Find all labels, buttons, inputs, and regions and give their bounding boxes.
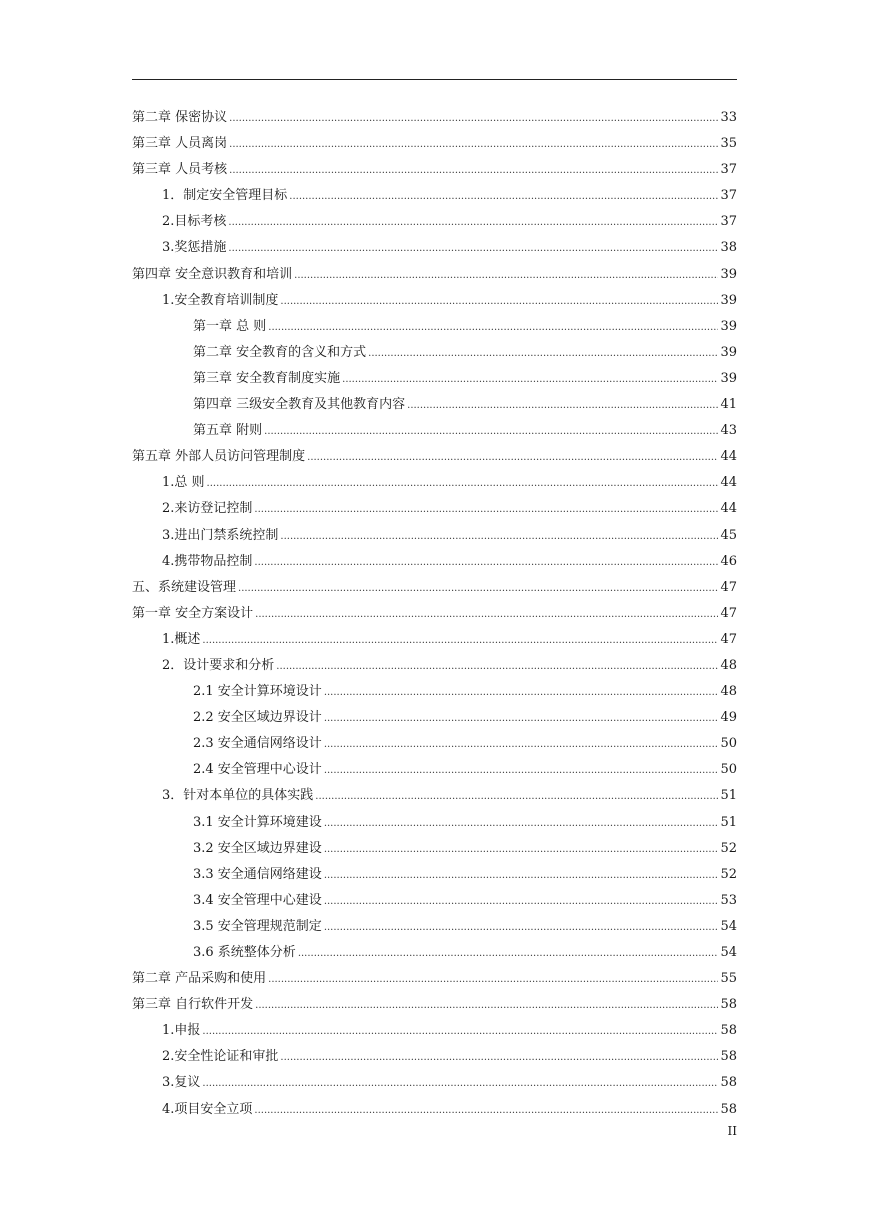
toc-entry-page: 35 — [720, 136, 737, 152]
toc-entry[interactable] — [132, 627, 737, 653]
dot-leader — [268, 967, 718, 993]
dot-leader — [289, 184, 718, 210]
toc-entry-title: 第二章 产品采购和使用 — [132, 971, 267, 987]
toc-entry-title: 1.概述 — [162, 631, 201, 647]
toc-entry-title: 2.安全性论证和审批 — [162, 1049, 279, 1065]
toc-entry-page: 44 — [720, 449, 737, 465]
toc-entry-page: 48 — [720, 684, 737, 700]
dot-leader — [315, 784, 718, 810]
dot-leader — [407, 393, 718, 419]
toc-entry-title: 4.携带物品控制 — [162, 553, 253, 569]
toc-entry[interactable] — [132, 705, 737, 731]
dot-leader — [207, 471, 719, 497]
toc-entry-page: 49 — [720, 710, 737, 726]
toc-entry-page: 58 — [720, 1049, 737, 1065]
toc-entry-page: 47 — [720, 605, 737, 621]
dot-leader — [324, 758, 719, 784]
toc-entry-page: 47 — [720, 631, 737, 647]
dot-leader — [324, 811, 719, 837]
toc-entry[interactable] — [132, 131, 737, 157]
dot-leader — [254, 497, 718, 523]
toc-entry[interactable] — [132, 523, 737, 549]
toc-entry[interactable] — [132, 496, 737, 522]
toc-entry-title: 第一章 安全方案设计 — [132, 605, 254, 621]
toc-entry[interactable] — [132, 183, 737, 209]
toc-entry-page: 39 — [720, 318, 737, 334]
toc-entry[interactable] — [132, 470, 737, 496]
toc-entry-title: 3.5 安全管理规范制定 — [193, 918, 322, 934]
dot-leader — [229, 132, 718, 158]
toc-entry[interactable] — [132, 392, 737, 418]
dot-leader — [342, 367, 718, 393]
toc-entry-page: 55 — [720, 971, 737, 987]
dot-leader — [229, 158, 718, 184]
toc-entry-title: 1．制定安全管理目标 — [162, 188, 288, 204]
dot-leader — [280, 289, 718, 315]
dot-leader — [298, 941, 719, 967]
toc-entry-title: 2.3 安全通信网络设计 — [193, 736, 322, 752]
toc-entry[interactable] — [132, 783, 737, 809]
toc-entry[interactable] — [132, 549, 737, 575]
toc-entry-page: 53 — [720, 892, 737, 908]
toc-entry-title: 3.奖惩措施 — [162, 240, 227, 256]
toc-entry-title: 第三章 自行软件开发 — [132, 997, 254, 1013]
toc-entry[interactable] — [132, 444, 737, 470]
toc-entry[interactable] — [132, 1097, 737, 1123]
toc-entry[interactable] — [132, 105, 737, 131]
toc-entry-title: 2.目标考核 — [162, 214, 227, 230]
toc-entry[interactable] — [132, 340, 737, 366]
toc-entry-page: 51 — [720, 814, 737, 830]
dot-leader — [228, 236, 718, 262]
toc-entry-title: 第五章 附则 — [193, 423, 263, 439]
toc-entry-page: 50 — [720, 762, 737, 778]
toc-entry[interactable] — [132, 966, 737, 992]
dot-leader — [202, 1071, 718, 1097]
toc-entry-page: 46 — [720, 553, 737, 569]
dot-leader — [268, 315, 718, 341]
toc-entry-page: 51 — [720, 788, 737, 804]
toc-entry[interactable] — [132, 862, 737, 888]
table-of-contents — [132, 105, 737, 1123]
toc-entry-title: 3.2 安全区域边界建设 — [193, 840, 322, 856]
toc-entry-title: 第五章 外部人员访问管理制度 — [132, 449, 306, 465]
toc-entry-title: 第四章 安全意识教育和培训 — [132, 266, 293, 282]
toc-entry-title: 1.安全教育培训制度 — [162, 292, 279, 308]
dot-leader — [280, 1045, 718, 1071]
toc-entry-title: 第二章 安全教育的含义和方式 — [193, 344, 367, 360]
toc-entry-title: 1.申报 — [162, 1023, 201, 1039]
toc-entry-title: 第三章 安全教育制度实施 — [193, 370, 341, 386]
toc-entry[interactable] — [132, 836, 737, 862]
toc-entry-page: 43 — [720, 423, 737, 439]
dot-leader — [294, 263, 718, 289]
dot-leader — [238, 576, 718, 602]
toc-entry-title: 3．针对本单位的具体实践 — [162, 788, 314, 804]
toc-entry[interactable] — [132, 914, 737, 940]
dot-leader — [307, 445, 718, 471]
dot-leader — [324, 732, 719, 758]
toc-entry-title: 第一章 总 则 — [193, 318, 267, 334]
toc-entry-page: 48 — [720, 657, 737, 673]
dot-leader — [255, 993, 718, 1019]
toc-entry-page: 37 — [720, 214, 737, 230]
dot-leader — [324, 889, 719, 915]
toc-entry-title: 4.项目安全立项 — [162, 1101, 253, 1117]
toc-entry-title: 2.4 安全管理中心设计 — [193, 762, 322, 778]
toc-entry-page: 54 — [720, 945, 737, 960]
toc-entry-page: 58 — [720, 1075, 737, 1091]
toc-entry-title: 2.2 安全区域边界设计 — [193, 710, 322, 726]
toc-entry[interactable] — [132, 314, 737, 340]
toc-entry-page: 52 — [720, 840, 737, 856]
toc-entry-page: 58 — [720, 997, 737, 1013]
toc-entry-page: 39 — [720, 266, 737, 282]
toc-entry[interactable] — [132, 575, 737, 601]
toc-entry-page: 54 — [720, 918, 737, 934]
page-number: II — [727, 1124, 737, 1138]
toc-entry-title: 3.进出门禁系统控制 — [162, 527, 279, 543]
toc-entry[interactable] — [132, 757, 737, 783]
toc-entry-page: 44 — [720, 475, 737, 491]
dot-leader — [276, 654, 718, 680]
toc-entry[interactable] — [132, 288, 737, 314]
toc-entry-page: 44 — [720, 501, 737, 517]
toc-entry-page: 39 — [720, 292, 737, 308]
toc-entry-page: 52 — [720, 866, 737, 882]
toc-entry-title: 五、系统建设管理 — [132, 579, 237, 595]
toc-entry-page: 39 — [720, 370, 737, 386]
header-rule — [132, 79, 737, 80]
toc-entry[interactable] — [132, 731, 737, 757]
toc-entry-title: 第三章 人员考核 — [132, 162, 228, 178]
toc-entry-title: 3.6 系统整体分析 — [193, 945, 296, 960]
dot-leader — [324, 706, 719, 732]
dot-leader — [324, 680, 719, 706]
toc-entry-title: 2．设计要求和分析 — [162, 657, 275, 673]
toc-entry-page: 58 — [720, 1101, 737, 1117]
toc-entry-page: 37 — [720, 188, 737, 204]
toc-entry-title: 第二章 保密协议 — [132, 110, 228, 125]
toc-entry-title: 2.来访登记控制 — [162, 501, 253, 517]
toc-entry[interactable] — [132, 679, 737, 705]
toc-entry[interactable] — [132, 1018, 737, 1044]
dot-leader — [324, 863, 719, 889]
dot-leader — [254, 1098, 718, 1124]
toc-entry-title: 2.1 安全计算环境设计 — [193, 684, 322, 700]
toc-entry-page: 41 — [720, 397, 737, 413]
toc-entry-title: 3.3 安全通信网络建设 — [193, 866, 322, 882]
dot-leader — [202, 628, 718, 654]
dot-leader — [368, 341, 718, 367]
toc-entry-title: 第四章 三级安全教育及其他教育内容 — [193, 397, 406, 413]
toc-entry-page: 45 — [720, 527, 737, 543]
toc-entry-title: 3.1 安全计算环境建设 — [193, 814, 322, 830]
toc-entry[interactable] — [132, 1044, 737, 1070]
dot-leader — [229, 106, 718, 132]
toc-entry-title: 1.总 则 — [162, 475, 205, 491]
toc-entry-page: 38 — [720, 240, 737, 256]
toc-entry[interactable] — [132, 366, 737, 392]
toc-entry[interactable] — [132, 157, 737, 183]
toc-entry[interactable] — [132, 1070, 737, 1096]
dot-leader — [264, 419, 718, 445]
dot-leader — [324, 837, 719, 863]
dot-leader — [228, 210, 718, 236]
toc-entry[interactable] — [132, 888, 737, 914]
toc-entry-page: 37 — [720, 162, 737, 178]
dot-leader — [254, 550, 718, 576]
toc-entry[interactable] — [132, 810, 737, 836]
toc-entry-title: 3.4 安全管理中心建设 — [193, 892, 322, 908]
toc-entry-page: 58 — [720, 1023, 737, 1039]
toc-entry[interactable] — [132, 235, 737, 261]
dot-leader — [202, 1019, 718, 1045]
dot-leader — [280, 524, 718, 550]
toc-entry[interactable] — [132, 418, 737, 444]
toc-entry-page: 33 — [720, 110, 737, 125]
toc-entry[interactable] — [132, 601, 737, 627]
toc-entry[interactable] — [132, 653, 737, 679]
toc-entry-title: 第三章 人员离岗 — [132, 136, 228, 152]
dot-leader — [324, 915, 719, 941]
toc-entry[interactable] — [132, 262, 737, 288]
toc-entry-page: 47 — [720, 579, 737, 595]
toc-entry[interactable] — [132, 992, 737, 1018]
toc-entry[interactable] — [132, 940, 737, 966]
toc-entry-page: 39 — [720, 344, 737, 360]
dot-leader — [255, 602, 718, 628]
toc-entry[interactable] — [132, 209, 737, 235]
toc-entry-title: 3.复议 — [162, 1075, 201, 1091]
toc-entry-page: 50 — [720, 736, 737, 752]
